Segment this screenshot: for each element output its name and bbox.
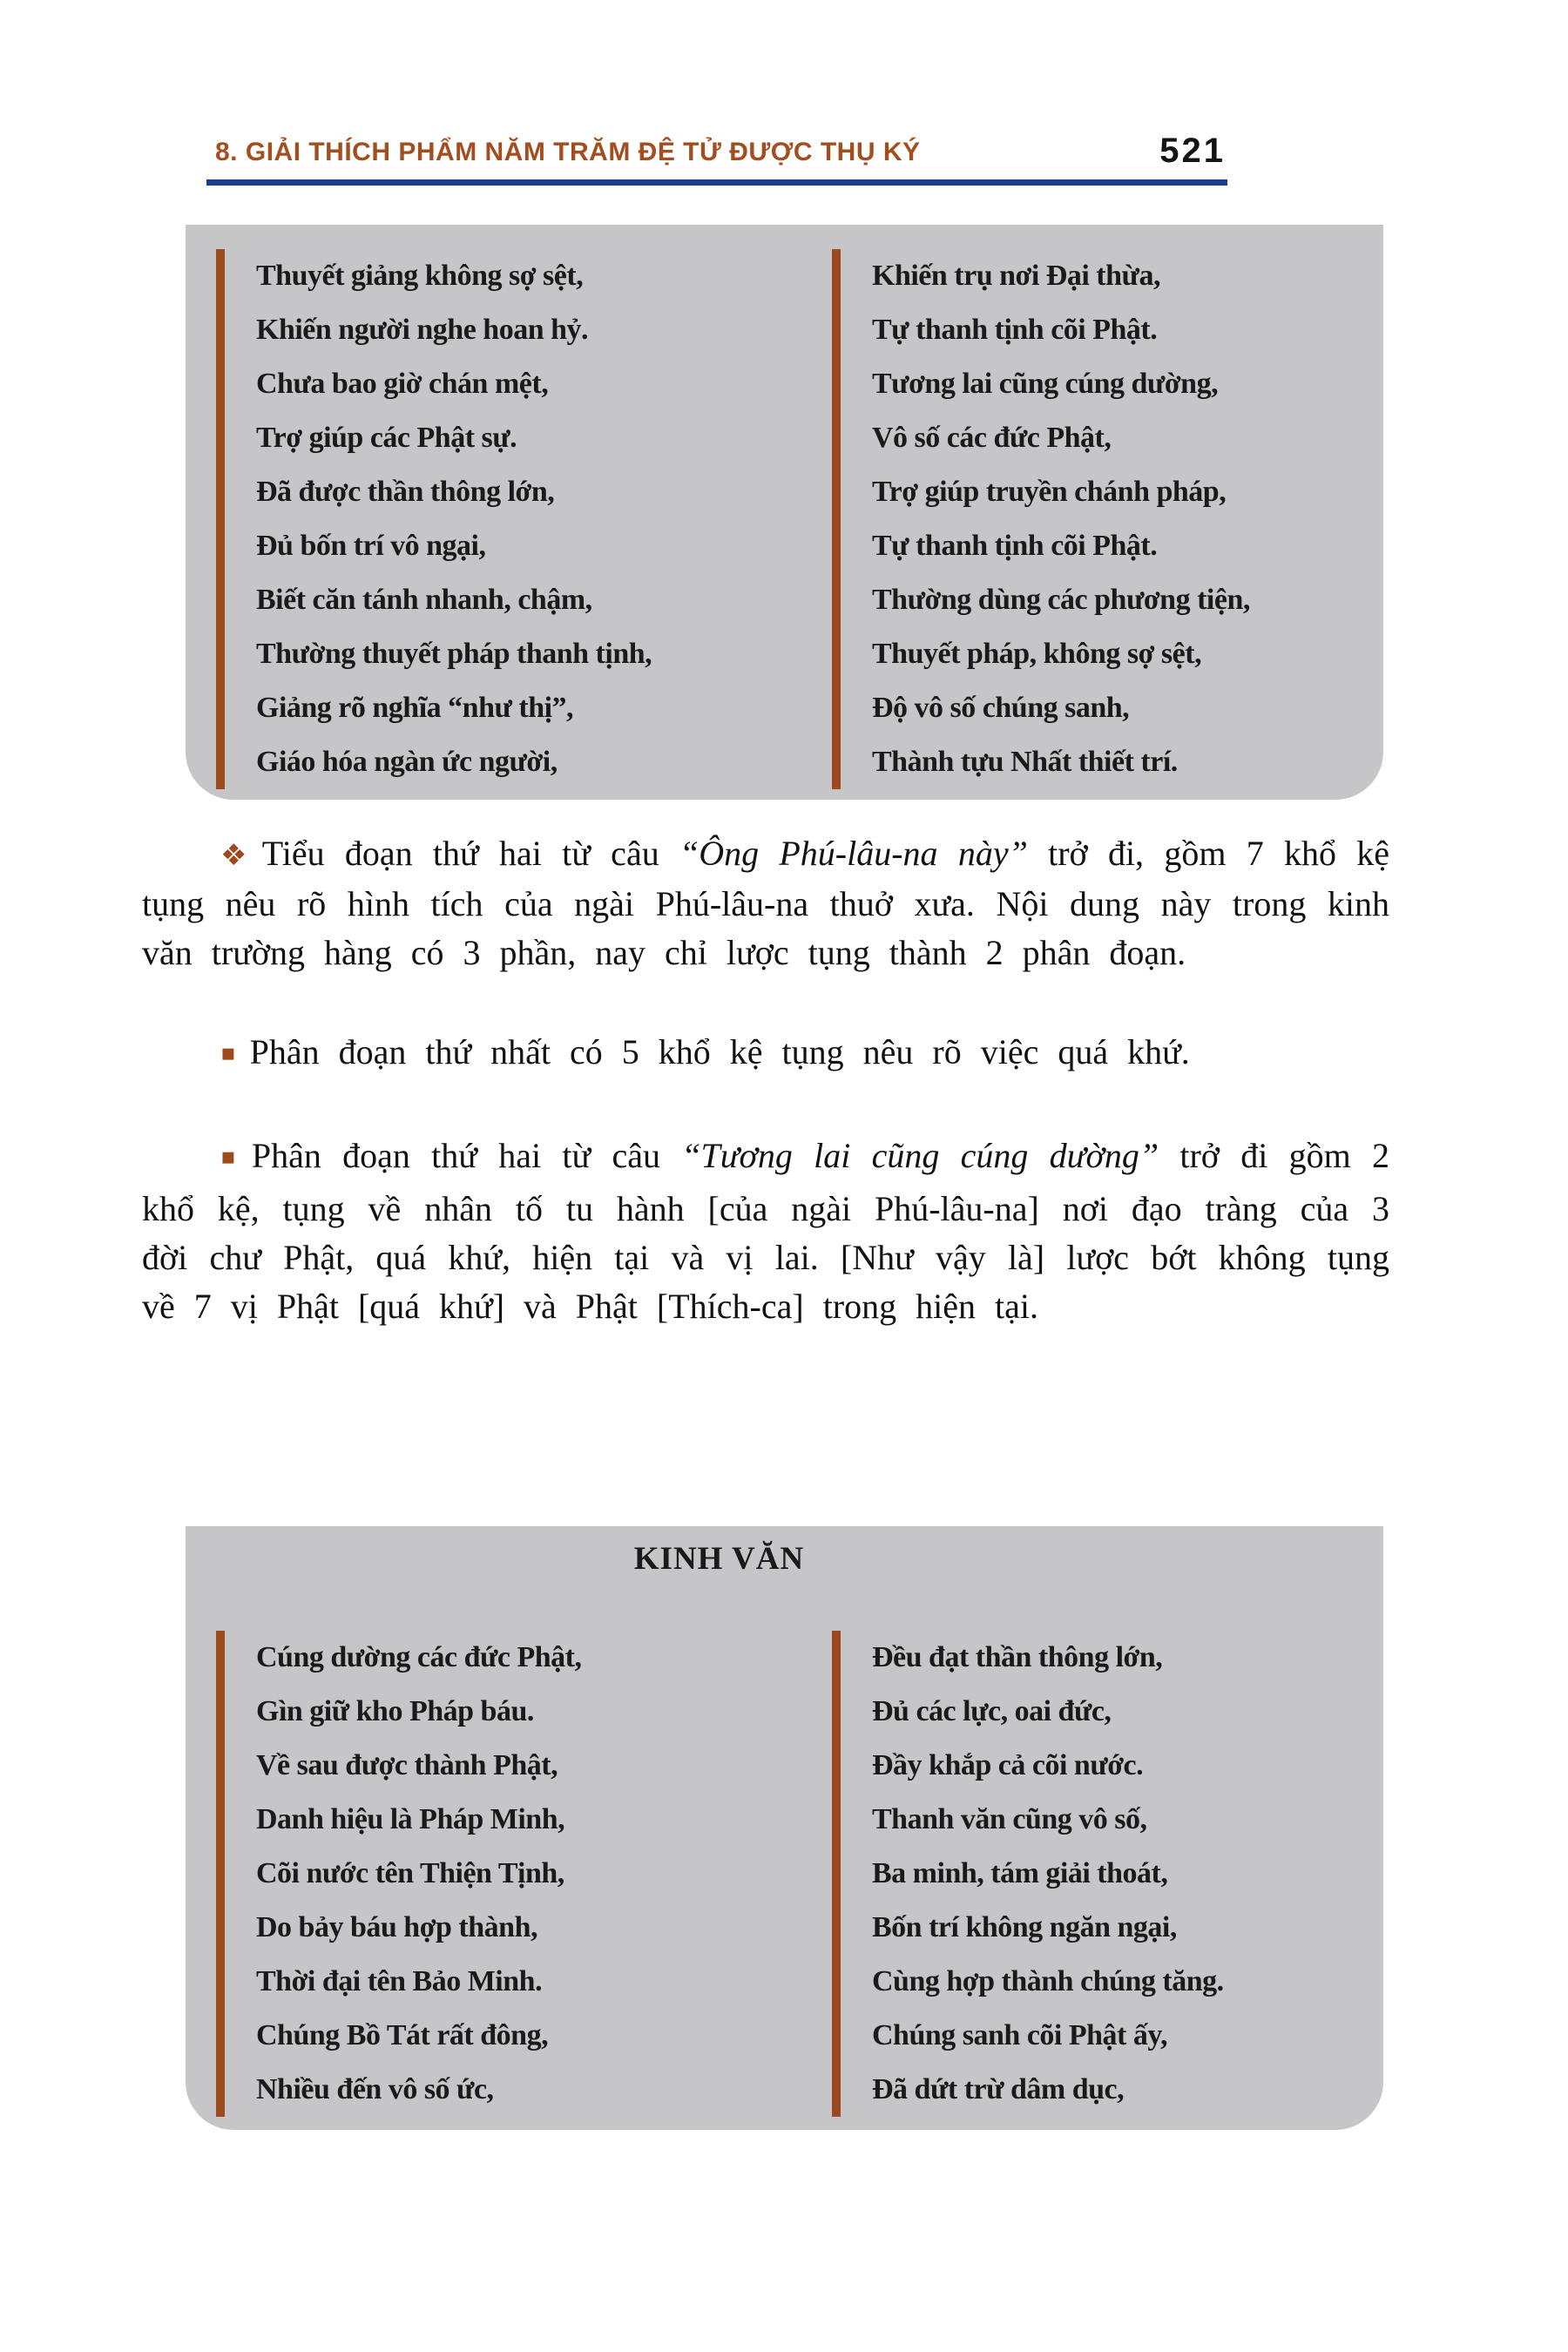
verse-line: Nhiều đến vô số ức,: [256, 2073, 494, 2105]
verse-line: Trợ giúp truyền chánh pháp,: [872, 476, 1227, 508]
verse-line: Tương lai cũng cúng dường,: [872, 368, 1219, 400]
text-segment: “Ông Phú-lâu-na này”: [679, 834, 1028, 873]
commentary-paragraph-3: [142, 1132, 1389, 1331]
paragraph-text: [142, 1136, 1389, 1326]
verse-line: Ba minh, tám giải thoát,: [872, 1857, 1168, 1889]
verse-line: Thường dùng các phương tiện,: [872, 584, 1250, 616]
verse-line: Chưa bao giờ chán mệt,: [256, 368, 549, 400]
diamond-bullet-icon: ❖: [220, 838, 248, 873]
verse-line: Thuyết pháp, không sợ sệt,: [872, 638, 1202, 670]
verse-line: Khiến trụ nơi Đại thừa,: [872, 260, 1160, 292]
paragraph-text: [250, 1032, 1190, 1071]
verse-line: Do bảy báu hợp thành,: [256, 1911, 537, 1943]
verse-line: Đủ các lực, oai đức,: [872, 1695, 1112, 1727]
verse-line: Giáo hóa ngàn ức người,: [256, 746, 558, 778]
verse-line: Thời đại tên Bảo Minh.: [256, 1965, 543, 1997]
verse-line: Gìn giữ kho Pháp báu.: [256, 1695, 534, 1727]
verse-column-left: [216, 1631, 582, 2117]
text-segment: Phân đoạn thứ hai từ câu: [251, 1136, 682, 1175]
verse-line: Thường thuyết pháp thanh tịnh,: [256, 638, 652, 670]
verse-line: Vô số các đức Phật,: [872, 422, 1112, 454]
verse-line: Giảng rõ nghĩa “như thị”,: [256, 692, 574, 724]
verse-line: Tự thanh tịnh cõi Phật.: [872, 314, 1158, 346]
text-segment: Tiểu đoạn thứ hai từ câu: [261, 834, 679, 873]
verse-box-kinh-van: [186, 1526, 1383, 2130]
verse-line: Đầy khắp cả cõi nước.: [872, 1749, 1144, 1781]
paragraph-text: [142, 834, 1389, 972]
verse-line: Đã dứt trừ dâm dục,: [872, 2073, 1125, 2105]
kinh-van-title: KINH VĂN: [633, 1541, 805, 1577]
verse-line: Tự thanh tịnh cõi Phật.: [872, 530, 1158, 562]
verse-line: Độ vô số chúng sanh,: [872, 692, 1130, 724]
verse-line: Cùng hợp thành chúng tăng.: [872, 1965, 1224, 1997]
verse-line: Thuyết giảng không sợ sệt,: [256, 260, 584, 292]
verse-line: Đủ bốn trí vô ngại,: [256, 530, 486, 562]
verse-line: Về sau được thành Phật,: [256, 1749, 558, 1781]
verse-box-top: [186, 225, 1383, 800]
verse-line: Biết căn tánh nhanh, chậm,: [256, 584, 592, 616]
verse-line: Chúng Bồ Tát rất đông,: [256, 2019, 549, 2051]
page-number: 521: [1159, 132, 1226, 170]
verse-column-right: [832, 1631, 1224, 2117]
square-bullet-icon: ▪: [220, 1144, 238, 1170]
text-segment: “Tương lai cũng cúng dường”: [681, 1136, 1159, 1175]
verse-line: Đã được thần thông lớn,: [256, 476, 555, 508]
verse-column-right: [832, 249, 1250, 789]
verse-line: Khiến người nghe hoan hỷ.: [256, 314, 589, 346]
commentary-section: [142, 829, 1389, 1382]
text-segment: trở đi gồm 2 khổ kệ, tụng về nhân tố tu hành [của ngài Phú-lâu-na] nơi đạo tràng của 3 đời chư Phật, quá khứ, hiện tại và vị lai. [Như vậy là] lược bớt không tụng về 7 vị Phật [quá khứ] và Phật [Thích-ca] trong hiện tại.: [142, 1136, 1389, 1326]
verse-line: Thành tựu Nhất thiết trí.: [872, 746, 1178, 778]
text-segment: trở đi, gồm 7 khổ kệ tụng nêu rõ hình tích của ngài Phú-lâu-na thuở xưa. Nội dung này trong kinh văn trường hàng có 3 phần, nay chỉ lược tụng thành 2 phân đoạn.: [142, 834, 1389, 972]
square-bullet-icon: ▪: [220, 1040, 236, 1066]
chapter-title: 8. GIẢI THÍCH PHẨM NĂM TRĂM ĐỆ TỬ ĐƯỢC THỤ KÝ: [215, 138, 921, 166]
verse-column-left: [216, 249, 652, 789]
text-segment: Phân đoạn thứ nhất có 5 khổ kệ tụng nêu rõ việc quá khứ.: [249, 1032, 1190, 1071]
verse-line: Cõi nước tên Thiện Tịnh,: [256, 1857, 564, 1889]
verse-line: Danh hiệu là Pháp Minh,: [256, 1803, 565, 1835]
commentary-paragraph-2: [142, 1028, 1389, 1081]
verse-line: Chúng sanh cõi Phật ấy,: [872, 2019, 1167, 2051]
verse-line: Bốn trí không ngăn ngại,: [872, 1911, 1177, 1943]
verse-line: Cúng dường các đức Phật,: [256, 1641, 582, 1673]
commentary-paragraph-1: [142, 829, 1389, 977]
page-header: [206, 112, 1227, 186]
verse-line: Đều đạt thần thông lớn,: [872, 1641, 1163, 1673]
verse-line: Trợ giúp các Phật sự.: [256, 422, 517, 454]
verse-line: Thanh văn cũng vô số,: [872, 1803, 1147, 1835]
